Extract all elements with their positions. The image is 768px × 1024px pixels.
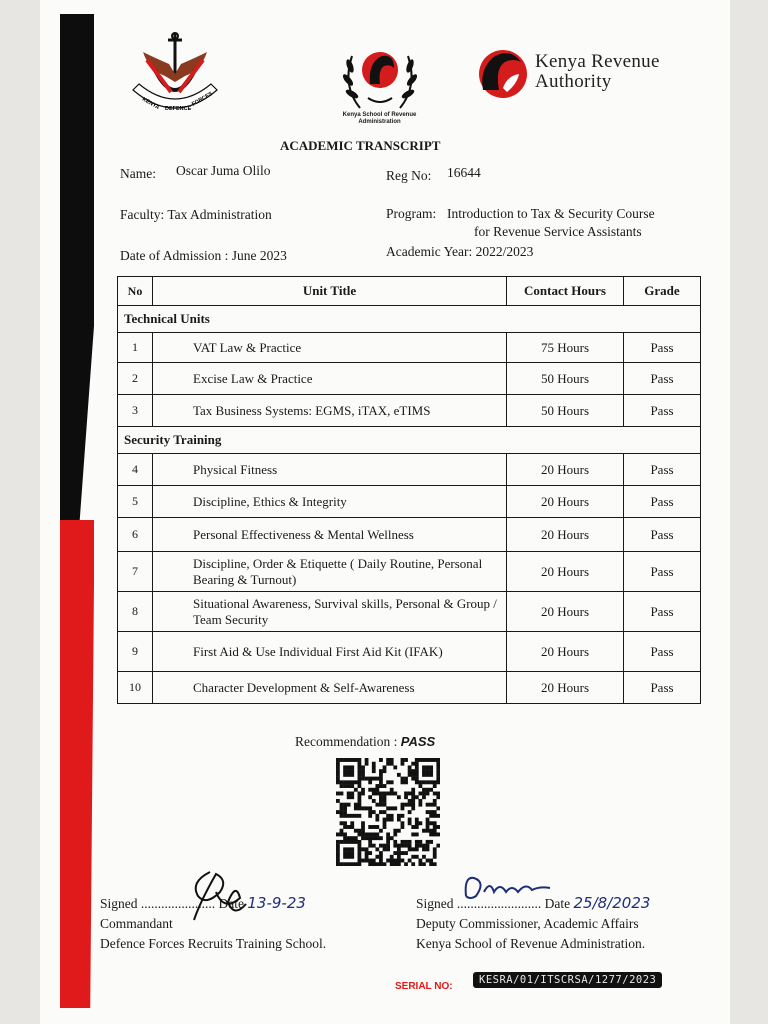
unit-title: Excise Law & Practice [153,363,507,395]
unit-number: 10 [118,672,153,704]
ksra-laurel-logo-icon [338,40,422,112]
table-row [118,632,701,672]
commandant-signature-icon [180,862,248,926]
kdf-logo-text-2: DEFENCE [165,106,192,112]
serial-label: SERIAL NO: [395,981,453,992]
grade: Pass [624,395,701,427]
unit-title: Personal Effectiveness & Mental Wellness [153,518,507,552]
faculty: Faculty: Tax Administration [120,207,272,222]
academic-year: Academic Year: 2022/2023 [386,244,534,259]
contact-hours: 20 Hours [507,592,624,632]
unit-title: First Aid & Use Individual First Aid Kit (IFAK) [153,632,507,672]
table-row [118,363,701,395]
right-date-value: 25/8/2023 [573,894,651,912]
grade: Pass [624,333,701,363]
qr-code-icon [336,758,440,866]
admission-date: Date of Admission : June 2023 [120,248,287,263]
contact-hours: 50 Hours [507,363,624,395]
transcript-table [117,276,701,704]
table-row [118,395,701,427]
section-title: Technical Units [118,306,701,333]
recommendation [295,734,435,750]
serial-number: KESRA/01/ITSCRSA/1277/2023 [473,972,662,988]
kra-name [535,52,660,92]
red-side-stripe [60,520,94,1008]
kdf-logo-text-3: FORCES [191,91,214,108]
transcript-body [118,306,701,704]
grade: Pass [624,592,701,632]
left-org: Defence Forces Recruits Training School. [100,936,327,951]
table-row [118,454,701,486]
student-name: Oscar Juma Olilo [176,163,271,178]
recommendation-label: Recommendation : [295,734,398,749]
unit-number: 2 [118,363,153,395]
header-unit-title: Unit Title [153,277,507,306]
black-side-stripe [60,14,94,534]
section-row [118,306,701,333]
reg-label: Reg No: [386,168,432,183]
left-date-label: Date [218,896,244,911]
contact-hours: 20 Hours [507,454,624,486]
grade: Pass [624,632,701,672]
contact-hours: 20 Hours [507,672,624,704]
section-title: Security Training [118,427,701,454]
section-row [118,427,701,454]
unit-title: Discipline, Ethics & Integrity [153,486,507,518]
unit-title: Situational Awareness, Survival skills, Personal & Group / Team Security [153,592,507,632]
right-role: Deputy Commissioner, Academic Affairs [416,916,639,931]
deputy-commissioner-signature-icon [460,872,556,902]
kra-lion-logo-icon [477,48,529,100]
unit-title: Character Development & Self-Awareness [153,672,507,704]
table-row [118,333,701,363]
kra-name-line2: Authority [535,71,612,92]
unit-title: Physical Fitness [153,454,507,486]
header-no: No [118,277,153,306]
program-label: Program: [386,206,437,221]
right-signed-label: Signed ......................... [416,896,542,911]
left-role: Commandant [100,916,173,931]
program-line1: Introduction to Tax & Security Course [447,206,655,221]
transcript-page [40,0,730,1024]
kdf-logo-text-1: KENYA [141,96,161,112]
grade: Pass [624,518,701,552]
contact-hours: 20 Hours [507,552,624,592]
table-row [118,518,701,552]
grade: Pass [624,363,701,395]
unit-number: 8 [118,592,153,632]
header-grade: Grade [624,277,701,306]
unit-number: 6 [118,518,153,552]
unit-number: 5 [118,486,153,518]
right-signature-block [416,893,650,954]
recommendation-value: PASS [400,734,436,749]
kra-name-line1: Kenya Revenue [535,51,660,72]
unit-number: 9 [118,632,153,672]
ksra-name: Kenya School of Revenue Administration [342,112,417,125]
unit-title: Tax Business Systems: EGMS, iTAX, eTIMS [153,395,507,427]
left-signed-label: Signed ...................... [100,896,216,911]
unit-number: 1 [118,333,153,363]
name-label: Name: [120,166,156,181]
right-date-label: Date [544,896,571,911]
unit-title: Discipline, Order & Etiquette ( Daily Routine, Personal Bearing & Turnout) [153,552,507,592]
contact-hours: 75 Hours [507,333,624,363]
unit-number: 4 [118,454,153,486]
program-line2: for Revenue Service Assistants [474,224,642,239]
document-title: ACADEMIC TRANSCRIPT [280,138,441,153]
grade: Pass [624,486,701,518]
contact-hours: 20 Hours [507,518,624,552]
reg-number: 16644 [447,165,481,180]
grade: Pass [624,454,701,486]
contact-hours: 50 Hours [507,395,624,427]
table-header-row [118,277,701,306]
unit-number: 7 [118,552,153,592]
grade: Pass [624,552,701,592]
contact-hours: 20 Hours [507,486,624,518]
right-org: Kenya School of Revenue Administration. [416,936,646,951]
kdf-logo-icon [125,30,225,126]
table-row [118,672,701,704]
grade: Pass [624,672,701,704]
table-row [118,486,701,518]
table-row [118,592,701,632]
unit-title: VAT Law & Practice [153,333,507,363]
table-row [118,552,701,592]
unit-number: 3 [118,395,153,427]
left-date-value: 13-9-23 [247,894,306,912]
contact-hours: 20 Hours [507,632,624,672]
header-contact-hours: Contact Hours [507,277,624,306]
